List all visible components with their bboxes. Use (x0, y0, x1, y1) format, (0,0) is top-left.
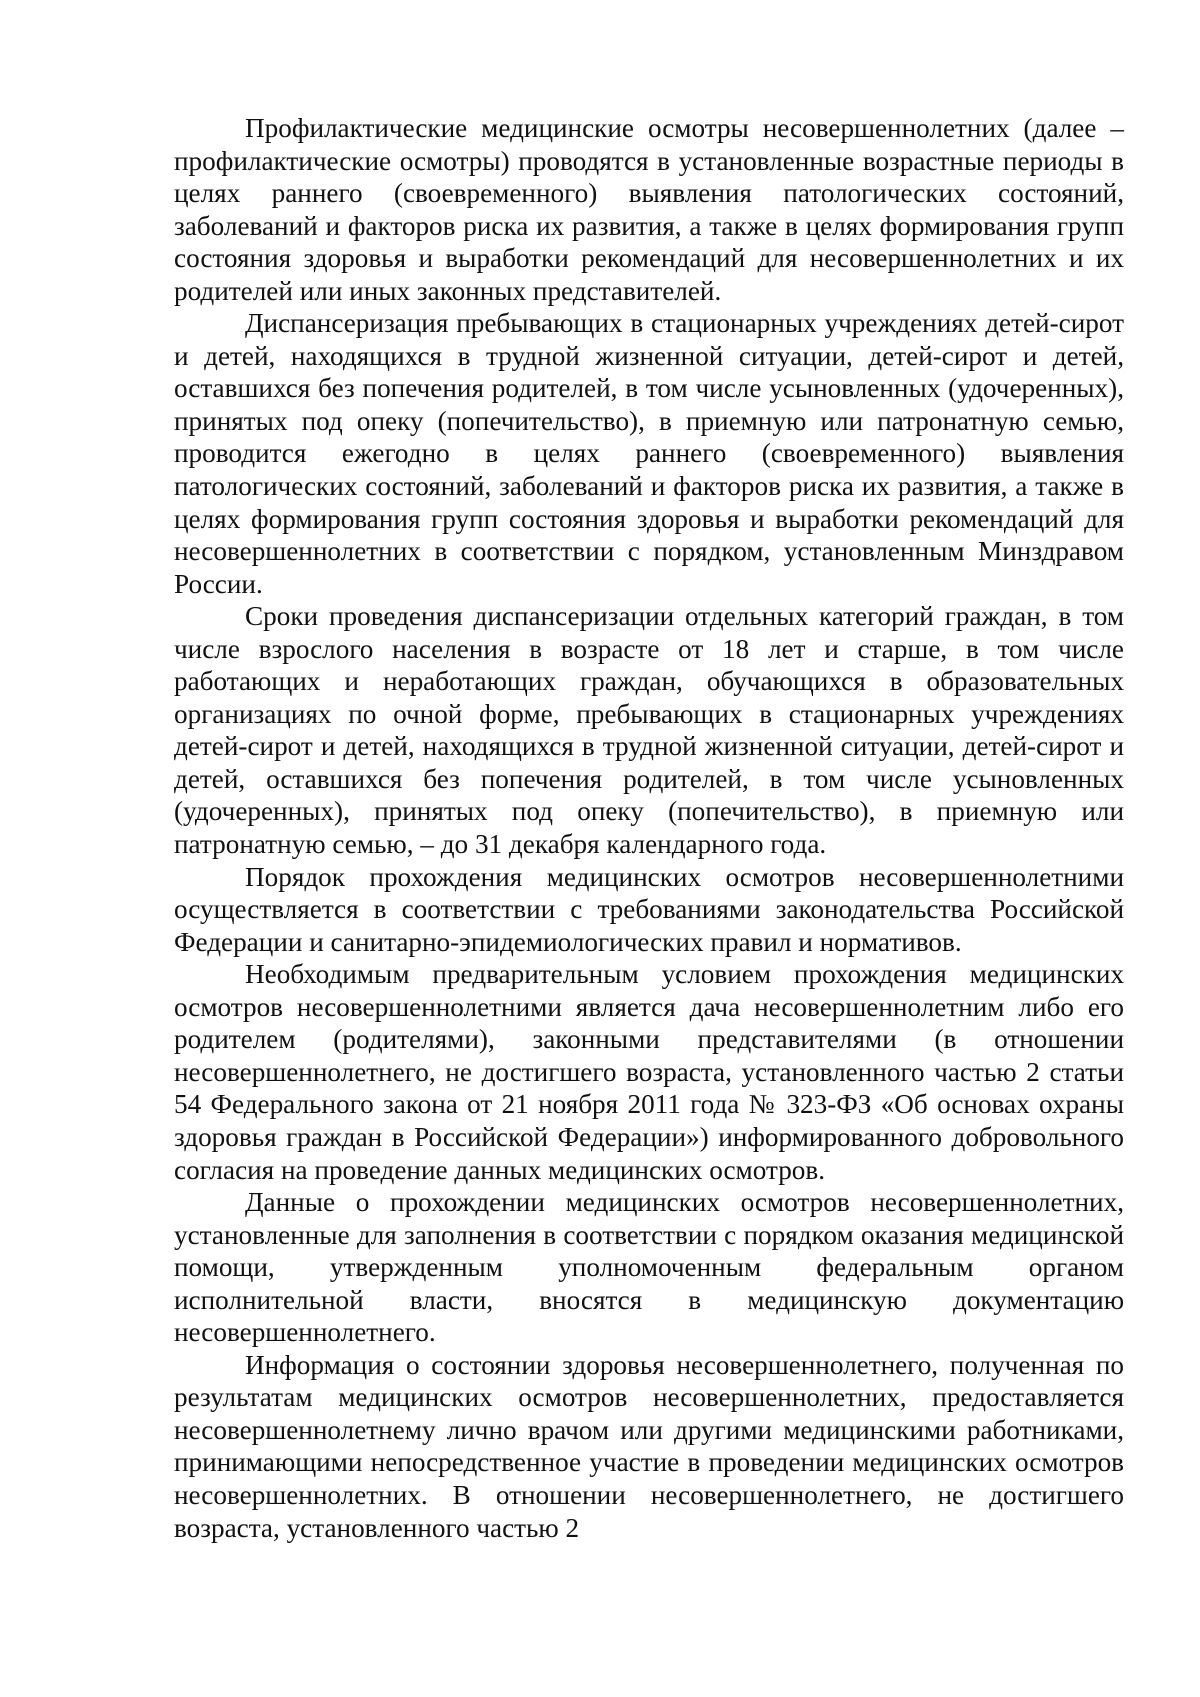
paragraph-exam-procedure: Порядок прохождения медицинских осмотров несовершеннолетними осуществляется в соответствии с требованиями законодательства Российской Федерации и санитарно-эпидемиологических правил и нормативов. (174, 861, 1124, 957)
paragraph-informed-consent: Необходимым предварительным условием прохождения медицинских осмотров несовершеннолетними является дача несовершеннолетним либо его родителем (родителями), законными представителями (в отношении несовершеннолетнего, не достигшего возраста, установленного частью 2 статьи 54 Федерального закона от 21 ноября 2011 года № 323-ФЗ «Об основах охраны здоровья граждан в Российской Федерации») информированного добровольного согласия на проведение данных медицинских осмотров. (174, 959, 1124, 1185)
paragraph-dispensary-deadlines: Сроки проведения диспансеризации отдельных категорий граждан, в том числе взрослого населения в возрасте от 18 лет и старше, в том числе работающих и неработающих граждан, обучающихся в образовательных организациях по очной форме, пребывающих в стационарных учреждениях детей-сирот и детей, находящихся в трудной жизненной ситуации, детей-сирот и детей, оставшихся без попечения родителей, в том числе усыновленных (удочеренных), принятых под опеку (попечительство), в приемную или патронатную семью, – до 31 декабря календарного года. (174, 601, 1124, 860)
paragraph-orphan-dispensary: Диспансеризация пребывающих в стационарных учреждениях детей-сирот и детей, находящихся в трудной жизненной ситуации, детей-сирот и детей, оставшихся без попечения родителей, в том числе усыновленных (удочеренных), принятых под опеку (попечительство), в приемную или патронатную семью, проводится ежегодно в целях раннего (своевременного) выявления патологических состояний, заболеваний и факторов риска их развития, а также в целях формирования групп состояния здоровья и выработки рекомендаций для несовершеннолетних в соответствии с порядком, установленным Минздравом России. (174, 308, 1124, 599)
paragraph-health-information: Информация о состоянии здоровья несовершеннолетнего, полученная по результатам медицинских осмотров несовершеннолетних, предоставляется несовершеннолетнему лично врачом или другими медицинскими работниками, принимающими непосредственное участие в проведении медицинских осмотров несовершеннолетних. В отношении несовершеннолетнего, не достигшего возраста, установленного частью 2 (174, 1349, 1124, 1543)
document-page (174, 112, 1124, 1544)
paragraph-preventive-exams: Профилактические медицинские осмотры несовершеннолетних (далее – профилактические осмотры) проводятся в установленные возрастные периоды в целях раннего (своевременного) выявления патологических состояний, заболеваний и факторов риска их развития, а также в целях формирования групп состояния здоровья и выработки рекомендаций для несовершеннолетних и их родителей или иных законных представителей. (174, 113, 1124, 306)
paragraph-medical-records: Данные о прохождении медицинских осмотров несовершеннолетних, установленные для заполнения в соответствии с порядком оказания медицинской помощи, утвержденным уполномоченным федеральным органом исполнительной власти, вносятся в медицинскую документацию несовершеннолетнего. (174, 1187, 1124, 1348)
